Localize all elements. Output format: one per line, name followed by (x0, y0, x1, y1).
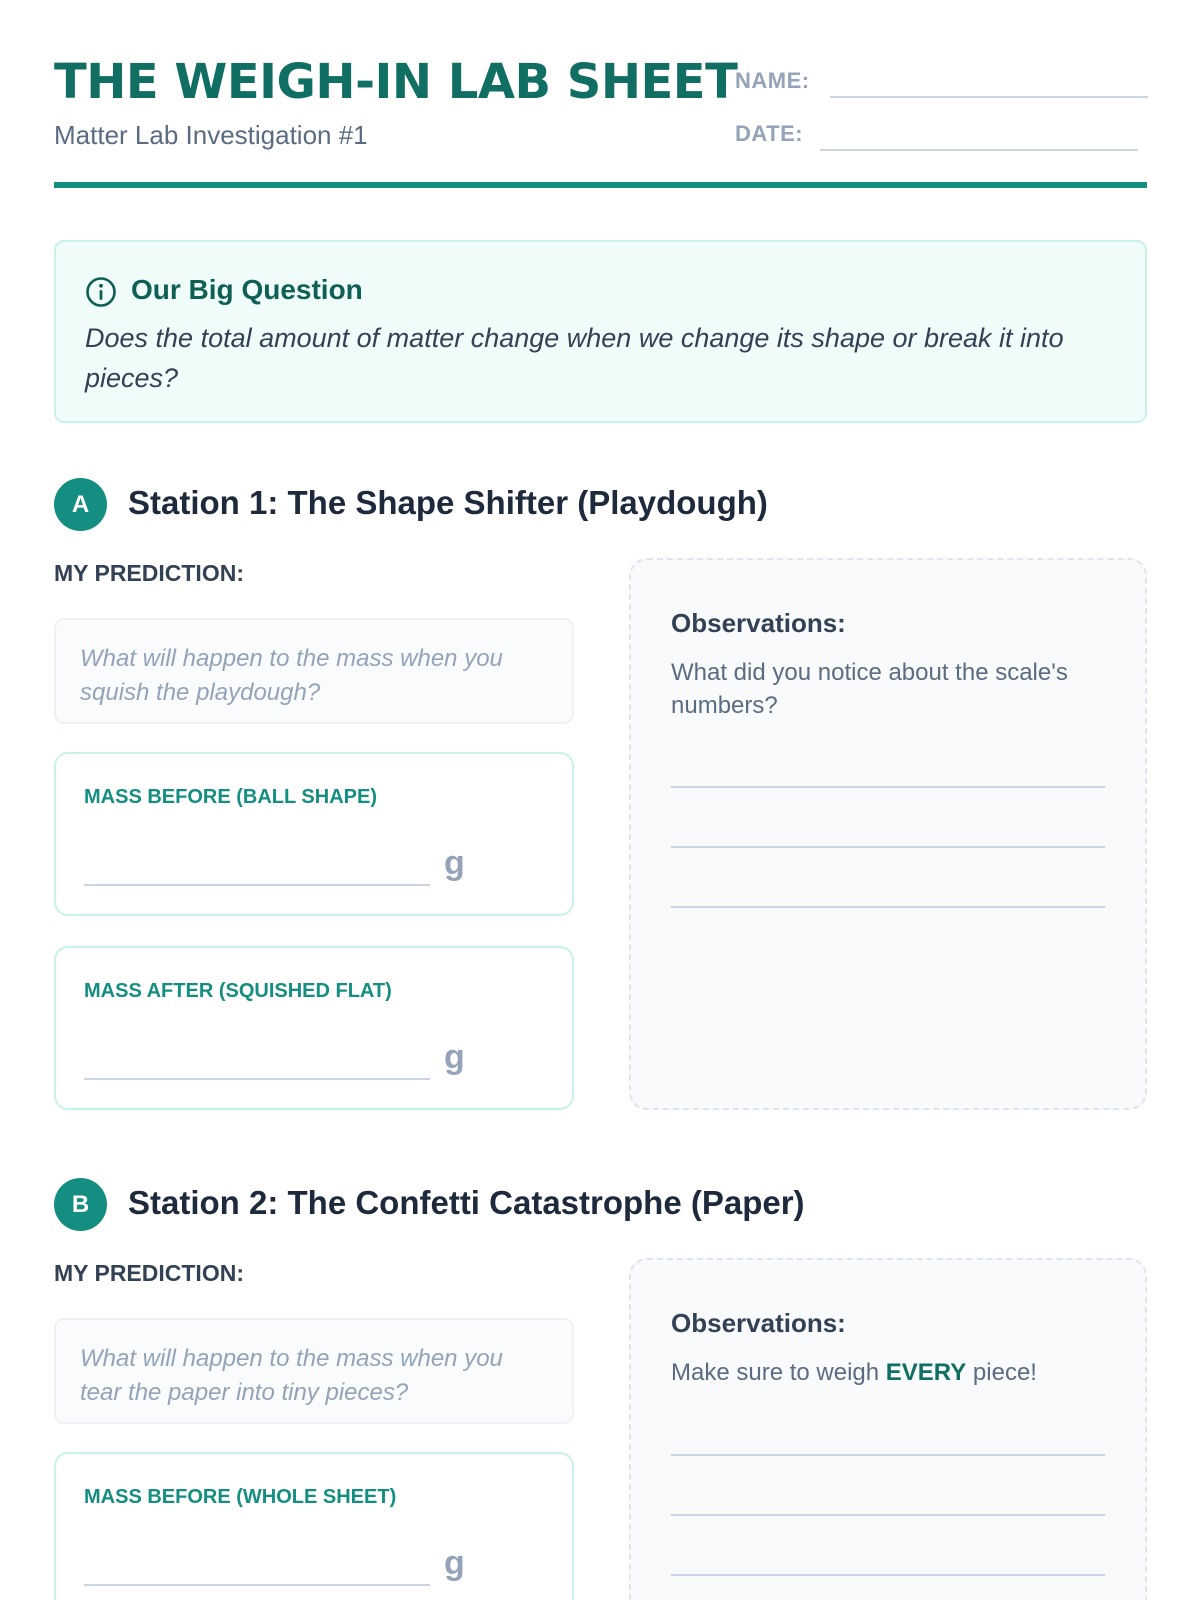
station-a-prediction-label: MY PREDICTION: (54, 560, 244, 586)
mass-after-label: MASS AFTER (SQUISHED FLAT) (84, 980, 392, 1002)
observation-line[interactable] (671, 1454, 1105, 1456)
mass-after-underline (84, 1078, 430, 1080)
station-b-title: Station 2: The Confetti Catastrophe (Paper) (128, 1184, 805, 1221)
station-a-observations-box (629, 558, 1147, 1110)
worksheet-header (54, 54, 1147, 188)
mass-before-label: MASS BEFORE (WHOLE SHEET) (84, 1486, 397, 1508)
name-underline (830, 96, 1148, 98)
mass-before-underline (84, 884, 430, 886)
station-a-mass-after-card (54, 946, 574, 1110)
prompt-text: piece! (966, 1359, 1037, 1386)
gram-unit: g (444, 1544, 465, 1582)
big-question-text: Does the total amount of matter change when we change its shape or break it into pieces? (85, 323, 1064, 393)
date-label: DATE: (735, 121, 804, 146)
station-b-badge: B (54, 1178, 107, 1231)
station-b-mass-before-card (54, 1452, 574, 1600)
station-a-prediction-input[interactable]: What will happen to the mass when you squish the playdough? (54, 618, 574, 724)
date-field[interactable] (820, 117, 1138, 147)
gram-unit: g (444, 844, 465, 882)
observations-prompt: What did you notice about the scale's numbers? (671, 659, 1068, 719)
station-a-badge: A (54, 478, 107, 531)
date-underline (820, 149, 1138, 151)
gram-unit: g (444, 1038, 465, 1076)
name-field[interactable] (830, 64, 1148, 94)
page-title: THE WEIGH-IN LAB SHEET (54, 54, 738, 110)
prompt-text: Make sure to weigh (671, 1359, 886, 1386)
page-subtitle: Matter Lab Investigation #1 (54, 120, 368, 150)
observation-line[interactable] (671, 1514, 1105, 1516)
info-circle-icon (85, 276, 117, 308)
station-b-prediction-input[interactable]: What will happen to the mass when you tear the paper into tiny pieces? (54, 1318, 574, 1424)
observations-title: Observations: (671, 1308, 846, 1338)
observations-prompt (671, 1356, 1111, 1389)
station-a-mass-before-card (54, 752, 574, 916)
mass-before-underline (84, 1584, 430, 1586)
station-b-observations-box (629, 1258, 1147, 1600)
station-b-prediction-label: MY PREDICTION: (54, 1260, 244, 1286)
observation-line[interactable] (671, 786, 1105, 788)
station-b-mass-before-input[interactable] (84, 1546, 430, 1582)
name-label: NAME: (735, 68, 810, 93)
observation-line[interactable] (671, 1574, 1105, 1576)
station-a-title: Station 1: The Shape Shifter (Playdough) (128, 484, 768, 521)
station-a-mass-after-input[interactable] (84, 1040, 430, 1076)
observations-title: Observations: (671, 608, 846, 638)
big-question-title: Our Big Question (131, 274, 363, 305)
observation-line[interactable] (671, 846, 1105, 848)
big-question-callout (54, 240, 1147, 423)
station-a-mass-before-input[interactable] (84, 846, 430, 882)
observation-line[interactable] (671, 906, 1105, 908)
prompt-emphasis: EVERY (885, 1359, 967, 1386)
mass-before-label: MASS BEFORE (BALL SHAPE) (84, 786, 377, 808)
